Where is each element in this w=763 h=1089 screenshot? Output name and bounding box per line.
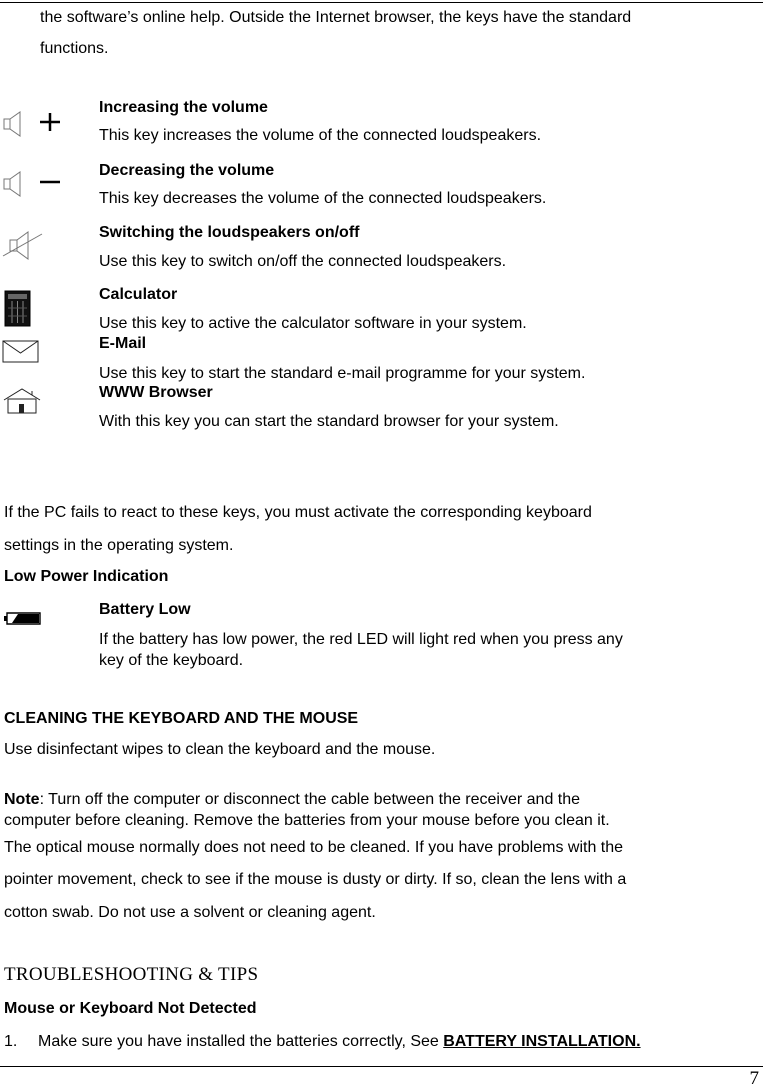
key-title-email: E-Mail bbox=[99, 335, 147, 352]
top-rule bbox=[0, 2, 763, 3]
key-title-www-browser: WWW Browser bbox=[99, 384, 213, 401]
battery-installation-link[interactable]: BATTERY INSTALLATION. bbox=[443, 1033, 641, 1050]
cleaning-note-line-2: computer before cleaning. Remove the batteries from your mouse before you clean it. bbox=[4, 812, 610, 829]
fail-note-line-2: settings in the operating system. bbox=[4, 537, 234, 554]
battery-low-title: Battery Low bbox=[99, 601, 191, 618]
envelope-icon bbox=[2, 340, 40, 364]
page-number: 7 bbox=[749, 1068, 759, 1089]
key-desc-www-browser: With this key you can start the standard browser for your system. bbox=[99, 413, 559, 430]
cleaning-heading: CLEANING THE KEYBOARD AND THE MOUSE bbox=[4, 710, 359, 727]
troubleshooting-heading: TROUBLESHOOTING & TIPS bbox=[4, 964, 259, 985]
cleaning-paragraph-line-2: pointer movement, check to see if the mouse is dusty or dirty. If so, clean the lens with a bbox=[4, 871, 627, 888]
troubleshooting-item-1 bbox=[38, 1032, 641, 1052]
volume-down-icon bbox=[2, 170, 62, 200]
cleaning-paragraph-line-1: The optical mouse normally does not need to be cleaned. If you have problems with the bbox=[4, 839, 624, 856]
key-title-calculator: Calculator bbox=[99, 286, 178, 303]
intro-line-2: functions. bbox=[40, 40, 109, 57]
intro-line-1: the software’s online help. Outside the Internet browser, the keys have the standard bbox=[40, 9, 632, 26]
calculator-icon bbox=[4, 290, 32, 328]
fail-note-line-1: If the PC fails to react to these keys, you must activate the corresponding keyboard bbox=[4, 504, 592, 521]
speaker-mute-icon bbox=[2, 228, 44, 264]
home-icon bbox=[2, 387, 42, 415]
key-title-volume-down: Decreasing the volume bbox=[99, 162, 275, 179]
note-text: : Turn off the computer or disconnect the cable between the receiver and the bbox=[39, 791, 581, 808]
cleaning-note-line-1 bbox=[4, 790, 580, 810]
key-desc-mute: Use this key to switch on/off the connected loudspeakers. bbox=[99, 253, 507, 270]
key-title-mute: Switching the loudspeakers on/off bbox=[99, 224, 360, 241]
key-desc-volume-up: This key increases the volume of the connected loudspeakers. bbox=[99, 127, 542, 144]
battery-low-line-1: If the battery has low power, the red LED will light red when you press any bbox=[99, 631, 623, 648]
footer-rule bbox=[0, 1066, 763, 1067]
troubleshooting-subheading: Mouse or Keyboard Not Detected bbox=[4, 1000, 257, 1017]
low-power-heading: Low Power Indication bbox=[4, 568, 169, 585]
cleaning-paragraph-line-3: cotton swab. Do not use a solvent or cleaning agent. bbox=[4, 904, 376, 921]
item-text: Make sure you have installed the batteries correctly, See bbox=[38, 1033, 444, 1050]
cleaning-line-1: Use disinfectant wipes to clean the keyboard and the mouse. bbox=[4, 741, 436, 758]
key-desc-calculator: Use this key to active the calculator software in your system. bbox=[99, 315, 527, 332]
volume-up-icon bbox=[2, 110, 62, 140]
battery-low-icon bbox=[4, 611, 42, 627]
key-desc-email: Use this key to start the standard e-mail programme for your system. bbox=[99, 365, 586, 382]
note-label: Note bbox=[4, 791, 40, 808]
battery-low-line-2: key of the keyboard. bbox=[99, 652, 244, 669]
troubleshooting-item-number: 1. bbox=[4, 1033, 18, 1050]
key-desc-volume-down: This key decreases the volume of the connected loudspeakers. bbox=[99, 190, 547, 207]
key-title-volume-up: Increasing the volume bbox=[99, 99, 268, 116]
